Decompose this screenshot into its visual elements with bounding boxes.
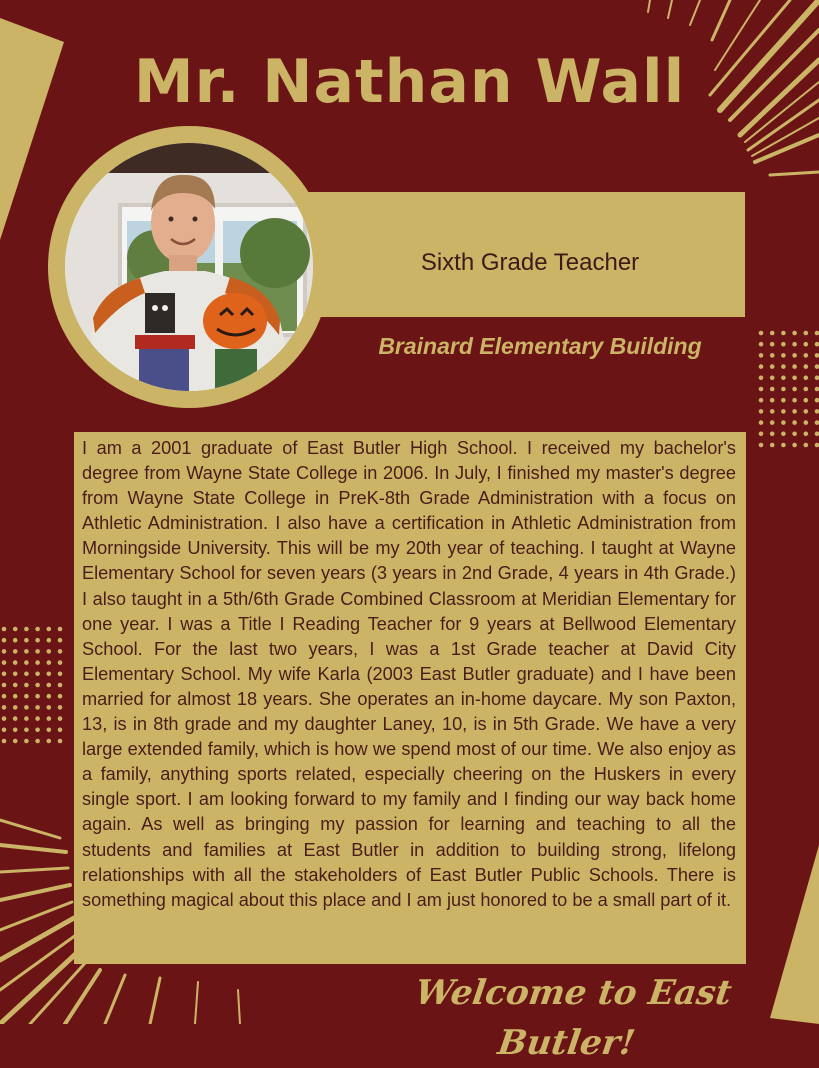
decor-dot (2, 660, 7, 665)
decor-dot (13, 683, 18, 688)
decor-dot (792, 432, 797, 437)
decor-dot (781, 376, 786, 381)
decor-dot (792, 353, 797, 358)
dot-grid-left (2, 627, 63, 744)
decor-dot (2, 694, 7, 699)
decor-dot (759, 342, 764, 347)
decor-dot (759, 420, 764, 425)
decor-dot (792, 443, 797, 448)
decor-dot (759, 443, 764, 448)
decor-dot (770, 376, 775, 381)
decor-dot (792, 409, 797, 414)
decor-dot (770, 342, 775, 347)
decor-dot (35, 728, 40, 733)
decor-dot (781, 409, 786, 414)
decor-dot (804, 409, 809, 414)
decor-dot (804, 331, 809, 336)
decor-dot (770, 409, 775, 414)
decor-dot (815, 398, 819, 403)
decor-dot (35, 683, 40, 688)
decor-dot (759, 409, 764, 414)
decor-dot (781, 398, 786, 403)
decor-dot (58, 638, 63, 643)
decor-dot (759, 398, 764, 403)
decor-dot (47, 739, 52, 744)
decor-dot (47, 627, 52, 632)
decor-dot (35, 660, 40, 665)
bio-text: I am a 2001 graduate of East Butler High School. I received my bachelor's degree from Wayne State College in 2006. In July, I finished my master's degree from Wayne State College in PreK-8th Grade Administration with a focus on Athletic Administration. I also have a certification in Athletic Administration from Morningside University. This will be my 20th year of teaching. I taught at Wayne Elementary School for seven years (3 years in 2nd Grade, 4 years in 4th Grade.) I also taught in a 5th/6th Grade Combined Classroom at Meridian Elementary for one year. I was a Title I Reading Teacher for 9 years at Bellwood Elementary School. For the last two years, I was a 1st Grade teacher at David City Elementary School. My wife Karla (2003 East Butler graduate) and I have been married for almost 18 years. She operates an in-home daycare. My son Paxton, 13, is in 8th grade and my daughter Laney, 10, is in 5th Grade. We have a very large extended family, which is how we spend most of our time. We also enjoy as a family, anything sports related, especially cheering on the Huskers in every single sport. I am looking forward to my family and I finding our way back home again. As well as bringing my passion for learning and teaching to all the students and families at East Butler in addition to building strong, lifelong relationships with all the stakeholders of East Butler Public Schools. There is something magical about this place and I am just honored to be a small part of it. (82, 438, 736, 910)
decor-dot (781, 432, 786, 437)
decor-dot (24, 627, 29, 632)
decor-dot (804, 376, 809, 381)
decor-dot (24, 705, 29, 710)
decor-dot (770, 353, 775, 358)
decor-dot (759, 331, 764, 336)
decor-dot (47, 672, 52, 677)
decor-dot (2, 672, 7, 677)
decor-dot (781, 353, 786, 358)
decor-dot (58, 627, 63, 632)
decor-dot (24, 728, 29, 733)
decor-dot (804, 398, 809, 403)
decor-dot (58, 739, 63, 744)
decor-dot (792, 376, 797, 381)
decor-dot (2, 683, 7, 688)
decor-dot (47, 716, 52, 721)
decor-dot (13, 672, 18, 677)
decor-dot (792, 342, 797, 347)
bio-panel (74, 432, 746, 964)
decor-dot (815, 364, 819, 369)
decor-dot (815, 443, 819, 448)
decor-dot (24, 660, 29, 665)
teacher-photo (65, 143, 313, 391)
decor-dot (35, 672, 40, 677)
decor-dot (759, 432, 764, 437)
decor-dot (770, 387, 775, 392)
decor-dot (815, 342, 819, 347)
decor-dot (759, 353, 764, 358)
decor-dot (781, 342, 786, 347)
decor-dot (792, 420, 797, 425)
decor-dot (815, 353, 819, 358)
decor-dot (2, 739, 7, 744)
decor-dot (35, 739, 40, 744)
decor-dot (13, 627, 18, 632)
decor-dot (770, 398, 775, 403)
decor-dot (815, 409, 819, 414)
decor-dot (47, 728, 52, 733)
decor-dot (35, 705, 40, 710)
decor-dot (24, 716, 29, 721)
decor-dot (815, 420, 819, 425)
decor-dot (24, 694, 29, 699)
decor-dot (13, 705, 18, 710)
decor-dot (759, 376, 764, 381)
page-title: Mr. Nathan Wall (133, 47, 686, 117)
decor-dot (792, 398, 797, 403)
decor-dot (35, 716, 40, 721)
decor-dot (815, 387, 819, 392)
decor-dot (2, 638, 7, 643)
decor-dot (2, 649, 7, 654)
decor-dot (47, 649, 52, 654)
decor-dot (58, 716, 63, 721)
decor-dot (781, 364, 786, 369)
decor-dot (781, 443, 786, 448)
decor-dot (13, 649, 18, 654)
decor-dot (35, 638, 40, 643)
decor-dot (58, 649, 63, 654)
decor-dot (770, 331, 775, 336)
decor-dot (2, 705, 7, 710)
decor-dot (58, 694, 63, 699)
decor-dot (792, 331, 797, 336)
decor-dot (47, 660, 52, 665)
decor-dot (35, 694, 40, 699)
decor-dot (47, 683, 52, 688)
decor-dot (58, 683, 63, 688)
decor-dot (770, 364, 775, 369)
decor-dot (13, 716, 18, 721)
decor-dot (770, 420, 775, 425)
decor-dot (759, 364, 764, 369)
decor-dot (58, 705, 63, 710)
decor-dot (58, 672, 63, 677)
decor-dot (804, 443, 809, 448)
decor-dot (781, 387, 786, 392)
decor-dot (47, 705, 52, 710)
decor-dot (2, 728, 7, 733)
decor-dot (13, 660, 18, 665)
decor-dot (13, 638, 18, 643)
role-label: Sixth Grade Teacher (420, 249, 640, 276)
decor-dot (2, 716, 7, 721)
decor-dot (13, 739, 18, 744)
decor-dot (770, 432, 775, 437)
decor-dot (13, 694, 18, 699)
decor-dot (815, 432, 819, 437)
welcome-signature: Welcome to East Butler! (412, 973, 735, 1063)
decor-dot (792, 364, 797, 369)
decor-dot (804, 353, 809, 358)
decor-dot (759, 387, 764, 392)
decor-dot (792, 387, 797, 392)
decor-dot (58, 660, 63, 665)
building-label: Brainard Elementary Building (378, 333, 702, 359)
decor-dot (24, 672, 29, 677)
decor-dot (58, 728, 63, 733)
decor-dot (24, 649, 29, 654)
decor-dot (2, 627, 7, 632)
decor-dot (804, 432, 809, 437)
decor-dot (804, 364, 809, 369)
decor-dot (770, 443, 775, 448)
decor-dot (47, 638, 52, 643)
decor-dot (804, 387, 809, 392)
decor-dot (815, 376, 819, 381)
decor-dot (35, 627, 40, 632)
decor-dot (13, 728, 18, 733)
decor-dot (815, 331, 819, 336)
teacher-portrait-illustration (65, 143, 313, 391)
decor-dot (804, 420, 809, 425)
decor-dot (804, 342, 809, 347)
decor-dot (24, 739, 29, 744)
decor-dot (781, 420, 786, 425)
decor-dot (35, 649, 40, 654)
decor-dot (47, 694, 52, 699)
decor-dot (24, 683, 29, 688)
decor-dot (781, 331, 786, 336)
dot-grid-right (759, 331, 819, 448)
decor-dot (24, 638, 29, 643)
